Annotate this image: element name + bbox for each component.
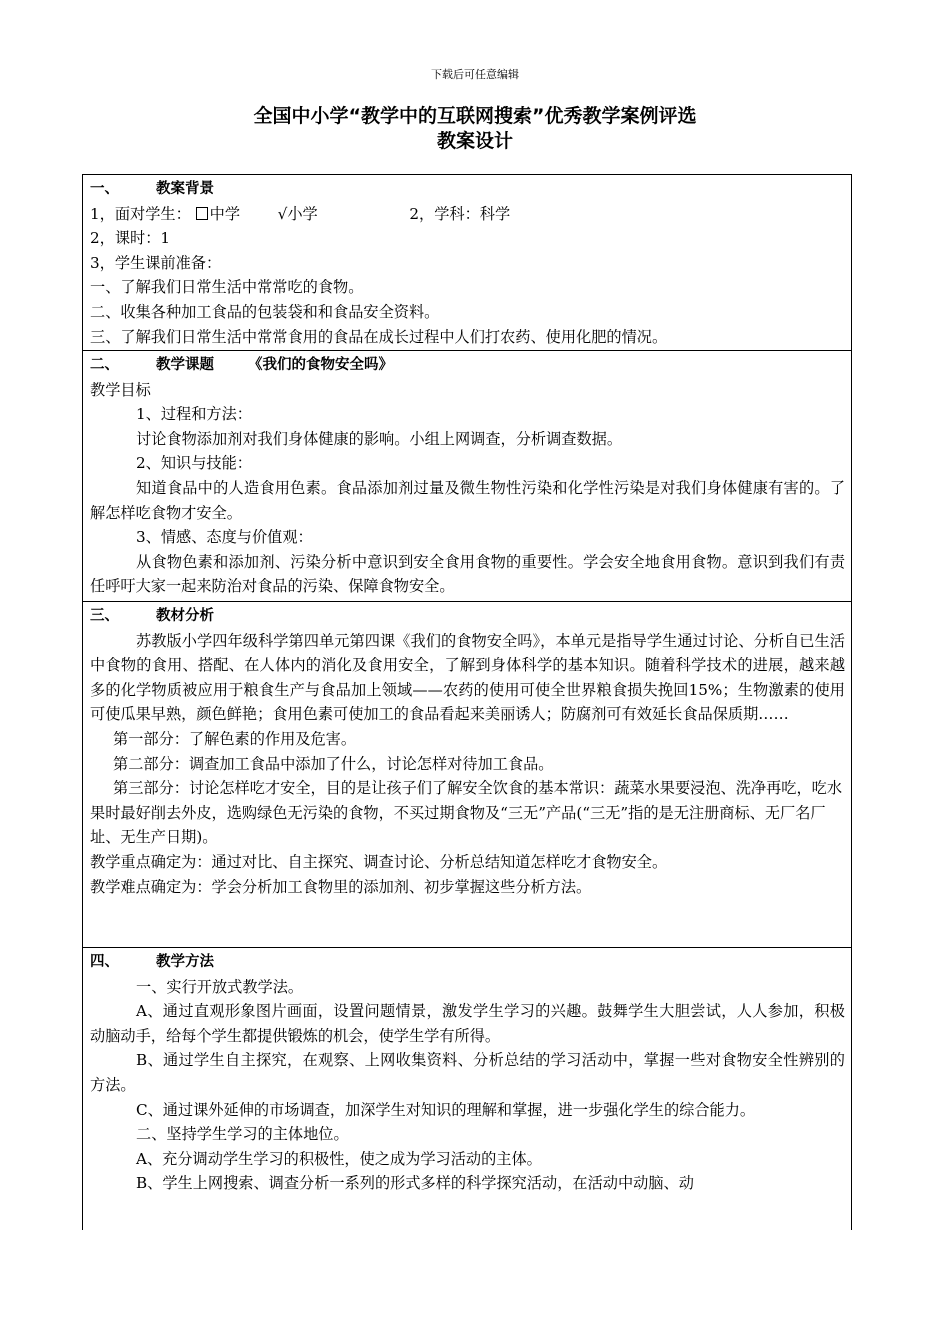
method-1b: B、通过学生自主探究，在观察、上网收集资料、分析总结的学习活动中，掌握一些对食物安全性辨别的方法。: [90, 1051, 845, 1094]
section-number: 四、: [90, 954, 119, 970]
option-middle-school: 中学: [209, 204, 240, 223]
analysis-part-1: 第一部分：了解色素的作用及危害。: [113, 729, 356, 748]
document-title: 全国中小学“教学中的互联网搜索”优秀教学案例评选: [253, 105, 697, 127]
option-primary-school: 小学: [287, 204, 318, 223]
lesson-topic: 《我们的食物安全吗》: [248, 357, 393, 373]
hours-row: 2，课时：1: [90, 229, 171, 248]
header-note: 下载后可任意编辑: [431, 68, 519, 81]
section-title: 教学方法: [156, 954, 214, 970]
key-point: 教学重点确定为：通过对比、自主探究、调查讨论、分析总结知道怎样吃才食物安全。: [90, 852, 668, 871]
section-heading: [90, 353, 845, 378]
prep-item: 二、收集各种加工食品的包装袋和和食品安全资料。: [90, 302, 440, 321]
section-heading: [90, 950, 845, 975]
goal-label: 教学目标: [90, 380, 151, 399]
goal-1-text: 讨论食物添加剂对我们身体健康的影响。小组上网调查，分析调查数据。: [136, 429, 622, 448]
method-1a: A、通过直观形象图片画面，设置问题情景，激发学生学习的兴趣。鼓舞学生大胆尝试，人人参加，积极动脑动手，给每个学生都提供锻炼的机会，使学生学有所得。: [90, 1002, 845, 1045]
section-number: 三、: [90, 608, 119, 624]
analysis-part-3: 第三部分：讨论怎样吃才安全，目的是让孩子们了解安全饮食的基本常识：蔬菜水果要浸泡、洗净再吃，吃水果时最好削去外皮，选购绿色无污染的食物，不买过期食物及“三无”产品(“三无”指的是无注册商标、无厂名厂址、无生产日期)。: [90, 779, 842, 847]
subject-label: 2，学科：科学: [409, 204, 511, 223]
document-subtitle: 教案设计: [436, 130, 513, 152]
prep-item: 一、了解我们日常生活中常常吃的食物。: [90, 278, 364, 297]
goal-2-label: 2、知识与技能：: [136, 454, 252, 473]
section-title: 教材分析: [156, 608, 214, 624]
check-mark-icon: √: [277, 204, 288, 223]
goal-2-text: 知道食品中的人造食用色素。食品添加剂过量及微生物性污染和化学性污染是对我们身体健康有害的。了解怎样吃食物才安全。: [90, 478, 845, 522]
goal-1-label: 1、过程和方法：: [136, 405, 252, 424]
section-heading: [90, 604, 845, 629]
section-title: 教案背景: [156, 181, 214, 197]
students-label: 1，面对学生：: [90, 204, 191, 223]
method-1c: C、通过课外延伸的市场调查，加深学生对知识的理解和掌握，进一步强化学生的综合能力。: [136, 1100, 756, 1119]
prep-item: 三、了解我们日常生活中常常食用的食品在成长过程中人们打农药、使用化肥的情况。: [90, 327, 668, 346]
section-material-analysis: [82, 601, 852, 948]
section-number: 二、: [90, 357, 119, 373]
method-1-label: 一、实行开放式教学法。: [136, 977, 304, 996]
prep-label: 3，学生课前准备：: [90, 253, 222, 272]
checkbox-unchecked-icon: [196, 207, 208, 220]
section-title: 教学课题: [156, 357, 214, 373]
method-2-label: 二、坚持学生学习的主体地位。: [136, 1125, 349, 1144]
difficult-point: 教学难点确定为：学会分析加工食物里的添加剂、初步掌握这些分析方法。: [90, 877, 592, 896]
section-background: [82, 174, 852, 351]
section-number: 一、: [90, 181, 119, 197]
method-2b: B、学生上网搜索、调查分析一系列的形式多样的科学探究活动，在活动中动脑、动: [136, 1174, 694, 1193]
section-heading: [90, 177, 845, 202]
goal-3-text: 从食物色素和添加剂、污染分析中意识到安全食用食物的重要性。学会安全地食用食物。意识到我们有责任呼吁大家一起来防治对食品的污染、保障食物安全。: [90, 552, 845, 596]
analysis-intro: 苏教版小学四年级科学第四单元第四课《我们的食物安全吗》，本单元是指导学生通过讨论、分析自已生活中食物的食用、搭配、在人体内的消化及食用安全，了解到身体科学的基本知识。随着科学技术的进展，越来越多的化学物质被应用于粮食生产与食品加上领域——农药的使用可使全世界粮食损失挽回15%；生物激素的使用可使瓜果早熟，颜色鲜艳；食用色素可使加工的食品看起来美丽诱人；防腐剂可有效延长食品保质期……: [90, 631, 845, 724]
analysis-part-2: 第二部分：调查加工食品中添加了什么，讨论怎样对待加工食品。: [113, 754, 554, 773]
section-teaching-methods: [82, 947, 852, 1230]
students-row: [90, 202, 845, 227]
goal-3-label: 3、情感、态度与价值观：: [136, 528, 313, 547]
section-topic: [82, 350, 852, 602]
method-2a: A、充分调动学生学习的积极性，使之成为学习活动的主体。: [136, 1149, 542, 1168]
